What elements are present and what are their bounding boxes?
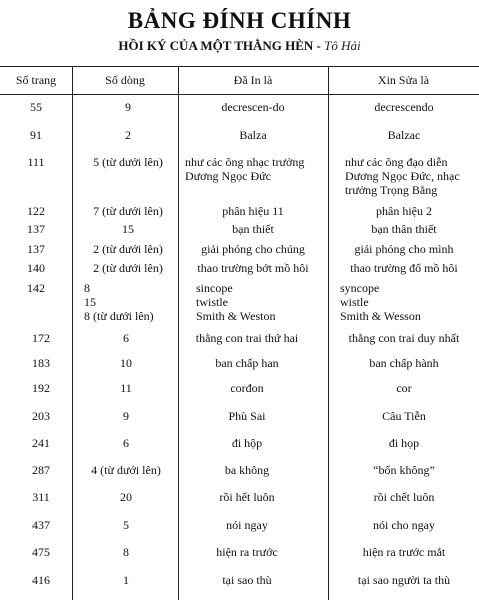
cell-line [78,242,178,256]
cell-printed [180,128,326,142]
cell-line: 1 [123,573,129,587]
cell-line: 8 [84,281,90,295]
cell-printed [180,204,326,218]
cell-page [0,545,82,559]
cell-page [0,222,72,236]
cell-line: 311 [32,490,50,504]
cell-line: 8 [123,545,129,559]
cell-page [0,281,72,295]
cell-page [0,261,72,275]
cell-page [0,518,82,532]
cell-line: đi hộp [231,436,263,450]
cell-page [0,204,72,218]
cell-line: 122 [27,204,45,218]
cell-line: ban chấp han [215,356,279,370]
cell-line: 4 (từ dưới lên) [91,463,161,477]
cell-line: thằng con trai thứ hai [195,331,299,345]
cell-line: như các ông đạo diễn [345,155,448,169]
cell-printed [172,490,322,504]
cell-line: corđon [230,381,264,395]
cell-line [76,356,176,370]
cell-line: đi họp [388,436,420,450]
document-title: BẢNG ĐÍNH CHÍNH [127,8,352,33]
cell-line: 192 [32,381,50,395]
cell-corrected [340,281,477,323]
book-title: HỒI KÝ CỦA MỘT THẰNG HÈN - [118,38,321,53]
cell-corrected [330,436,478,450]
cell-corrected [330,128,478,142]
cell-corrected [330,331,478,345]
cell-line [78,155,178,169]
cell-corrected [330,100,478,114]
cell-line: 9 [123,409,129,423]
cell-corrected [330,545,478,559]
cell-line: Phù Sai [228,409,266,423]
cell-line: 9 [125,100,131,114]
cell-line: Balza [239,128,267,142]
cell-line: 287 [32,463,50,477]
column-divider [328,66,329,600]
cell-page [0,573,82,587]
cell-corrected [330,573,478,587]
cell-line: cor [396,381,412,395]
cell-line: 20 [120,490,132,504]
cell-line: “bốn không” [373,463,435,477]
cell-page [0,463,82,477]
cell-line: 6 [123,436,129,450]
cell-line: 137 [27,222,45,236]
cell-corrected [330,242,478,256]
cell-printed [180,242,326,256]
cell-page [0,490,82,504]
cell-corrected [330,204,478,218]
cell-line [78,204,178,218]
cell-line: nói ngay [226,518,268,532]
header-printed: Đã In là [233,73,273,87]
cell-line: decrescen-do [221,100,285,114]
cell-printed [172,409,322,423]
cell-corrected [330,409,478,423]
cell-line: sincope [196,281,233,295]
cell-line: phân hiệu 11 [222,204,284,218]
cell-line: 437 [32,518,50,532]
cell-line: 6 [123,331,129,345]
cell-line: nói cho ngay [373,518,435,532]
cell-line: 137 [27,242,45,256]
cell-line: Dương Ngọc Đức [185,169,272,183]
cell-line: thao trường bớt mồ hôi [197,261,309,275]
cell-line: decrescendo [374,100,434,114]
cell-line: 11 [120,381,132,395]
header-line: Số dòng [105,73,145,87]
cell-line: ba không [224,463,270,477]
cell-line [78,128,178,142]
cell-corrected [345,155,477,197]
cell-line: 183 [32,356,50,370]
cell-line: wistle [340,295,369,309]
cell-line: 8 (từ dưới lên) [84,309,154,323]
cell-printed [172,463,322,477]
cell-printed [172,545,322,559]
cell-line: bạn thân thiết [371,222,437,236]
cell-line: rồi hết luôn [219,490,275,504]
cell-line [78,222,178,236]
cell-corrected [330,381,478,395]
cell-line [78,261,178,275]
cell-printed [172,436,322,450]
cell-line [76,436,176,450]
cell-line: Smith & Weston [196,309,276,323]
cell-printed [180,100,326,114]
cell-line [76,490,176,504]
cell-printed [180,222,326,236]
cell-line: giải phóng cho mình [354,242,454,256]
cell-line: 10 [120,356,132,370]
book-author: Tô Hải [324,38,361,53]
cell-line [76,463,176,477]
cell-line: 140 [27,261,45,275]
cell-line: Dương Ngọc Đức, nhạc [345,169,460,183]
cell-page [0,100,72,114]
cell-line: Smith & Wesson [340,309,421,323]
cell-line: 2 (từ dưới lên) [93,261,163,275]
cell-page [0,381,82,395]
cell-printed [180,261,326,275]
cell-corrected [330,222,478,236]
cell-line: phân hiệu 2 [376,204,432,218]
cell-line: 142 [27,281,45,295]
cell-printed [172,573,322,587]
cell-printed [172,381,322,395]
cell-printed [172,356,322,370]
cell-printed [172,518,322,532]
cell-page [0,242,72,256]
cell-line: 172 [32,331,50,345]
cell-line: 416 [32,573,50,587]
cell-corrected [330,518,478,532]
cell-line: rồi chết luôn [373,490,435,504]
cell-line [76,381,176,395]
cell-line: 475 [32,545,50,559]
cell-line: Balzac [387,128,421,142]
cell-line: tại sao thù [222,573,272,587]
cell-page [0,331,82,345]
cell-line: 15 [122,222,134,236]
document-subtitle [0,38,479,54]
cell-line: 55 [30,100,42,114]
cell-corrected [330,463,478,477]
cell-line: 7 (từ dưới lên) [93,204,163,218]
cell-corrected [330,356,478,370]
cell-line [76,331,176,345]
cell-line: syncope [340,281,380,295]
cell-line: hiện ra trước [216,545,278,559]
cell-line: 15 [84,295,96,309]
cell-page [0,128,72,142]
cell-line: 111 [27,155,45,169]
cell-line: 91 [30,128,42,142]
cell-line: trưởng Trọng Bằng [345,183,438,197]
cell-line: 2 [125,128,131,142]
cell-line: 5 (từ dưới lên) [93,155,163,169]
cell-line [76,518,176,532]
cell-line [76,545,176,559]
cell-corrected [330,490,478,504]
header-corrected: Xin Sửa là [377,73,430,87]
cell-printed [172,331,322,345]
cell-line: twistle [196,295,228,309]
cell-line: 5 [123,518,129,532]
cell-line: Câu Tiễn [382,409,426,423]
cell-line: hiện ra trước mắt [362,545,446,559]
cell-line: thao trường đổ mồ hôi [350,261,458,275]
cell-line: ban chấp hành [369,356,439,370]
cell-line [76,573,176,587]
cell-page [0,436,82,450]
cell-line: giải phóng cho chúng [201,242,305,256]
cell-corrected [330,261,478,275]
cell-line [78,100,178,114]
header-page: Số trang [15,73,57,87]
cell-page [0,409,82,423]
cell-line: như các ông nhạc trưởng [185,155,305,169]
cell-page [0,356,82,370]
cell-line: tại sao người ta thù [357,573,451,587]
cell-line: 203 [32,409,50,423]
cell-line [76,409,176,423]
cell-line: bạn thiết [232,222,274,236]
cell-line: thằng con trai duy nhất [348,331,460,345]
cell-line: 241 [32,436,50,450]
cell-page [0,155,72,169]
cell-line: 2 (từ dưới lên) [93,242,163,256]
